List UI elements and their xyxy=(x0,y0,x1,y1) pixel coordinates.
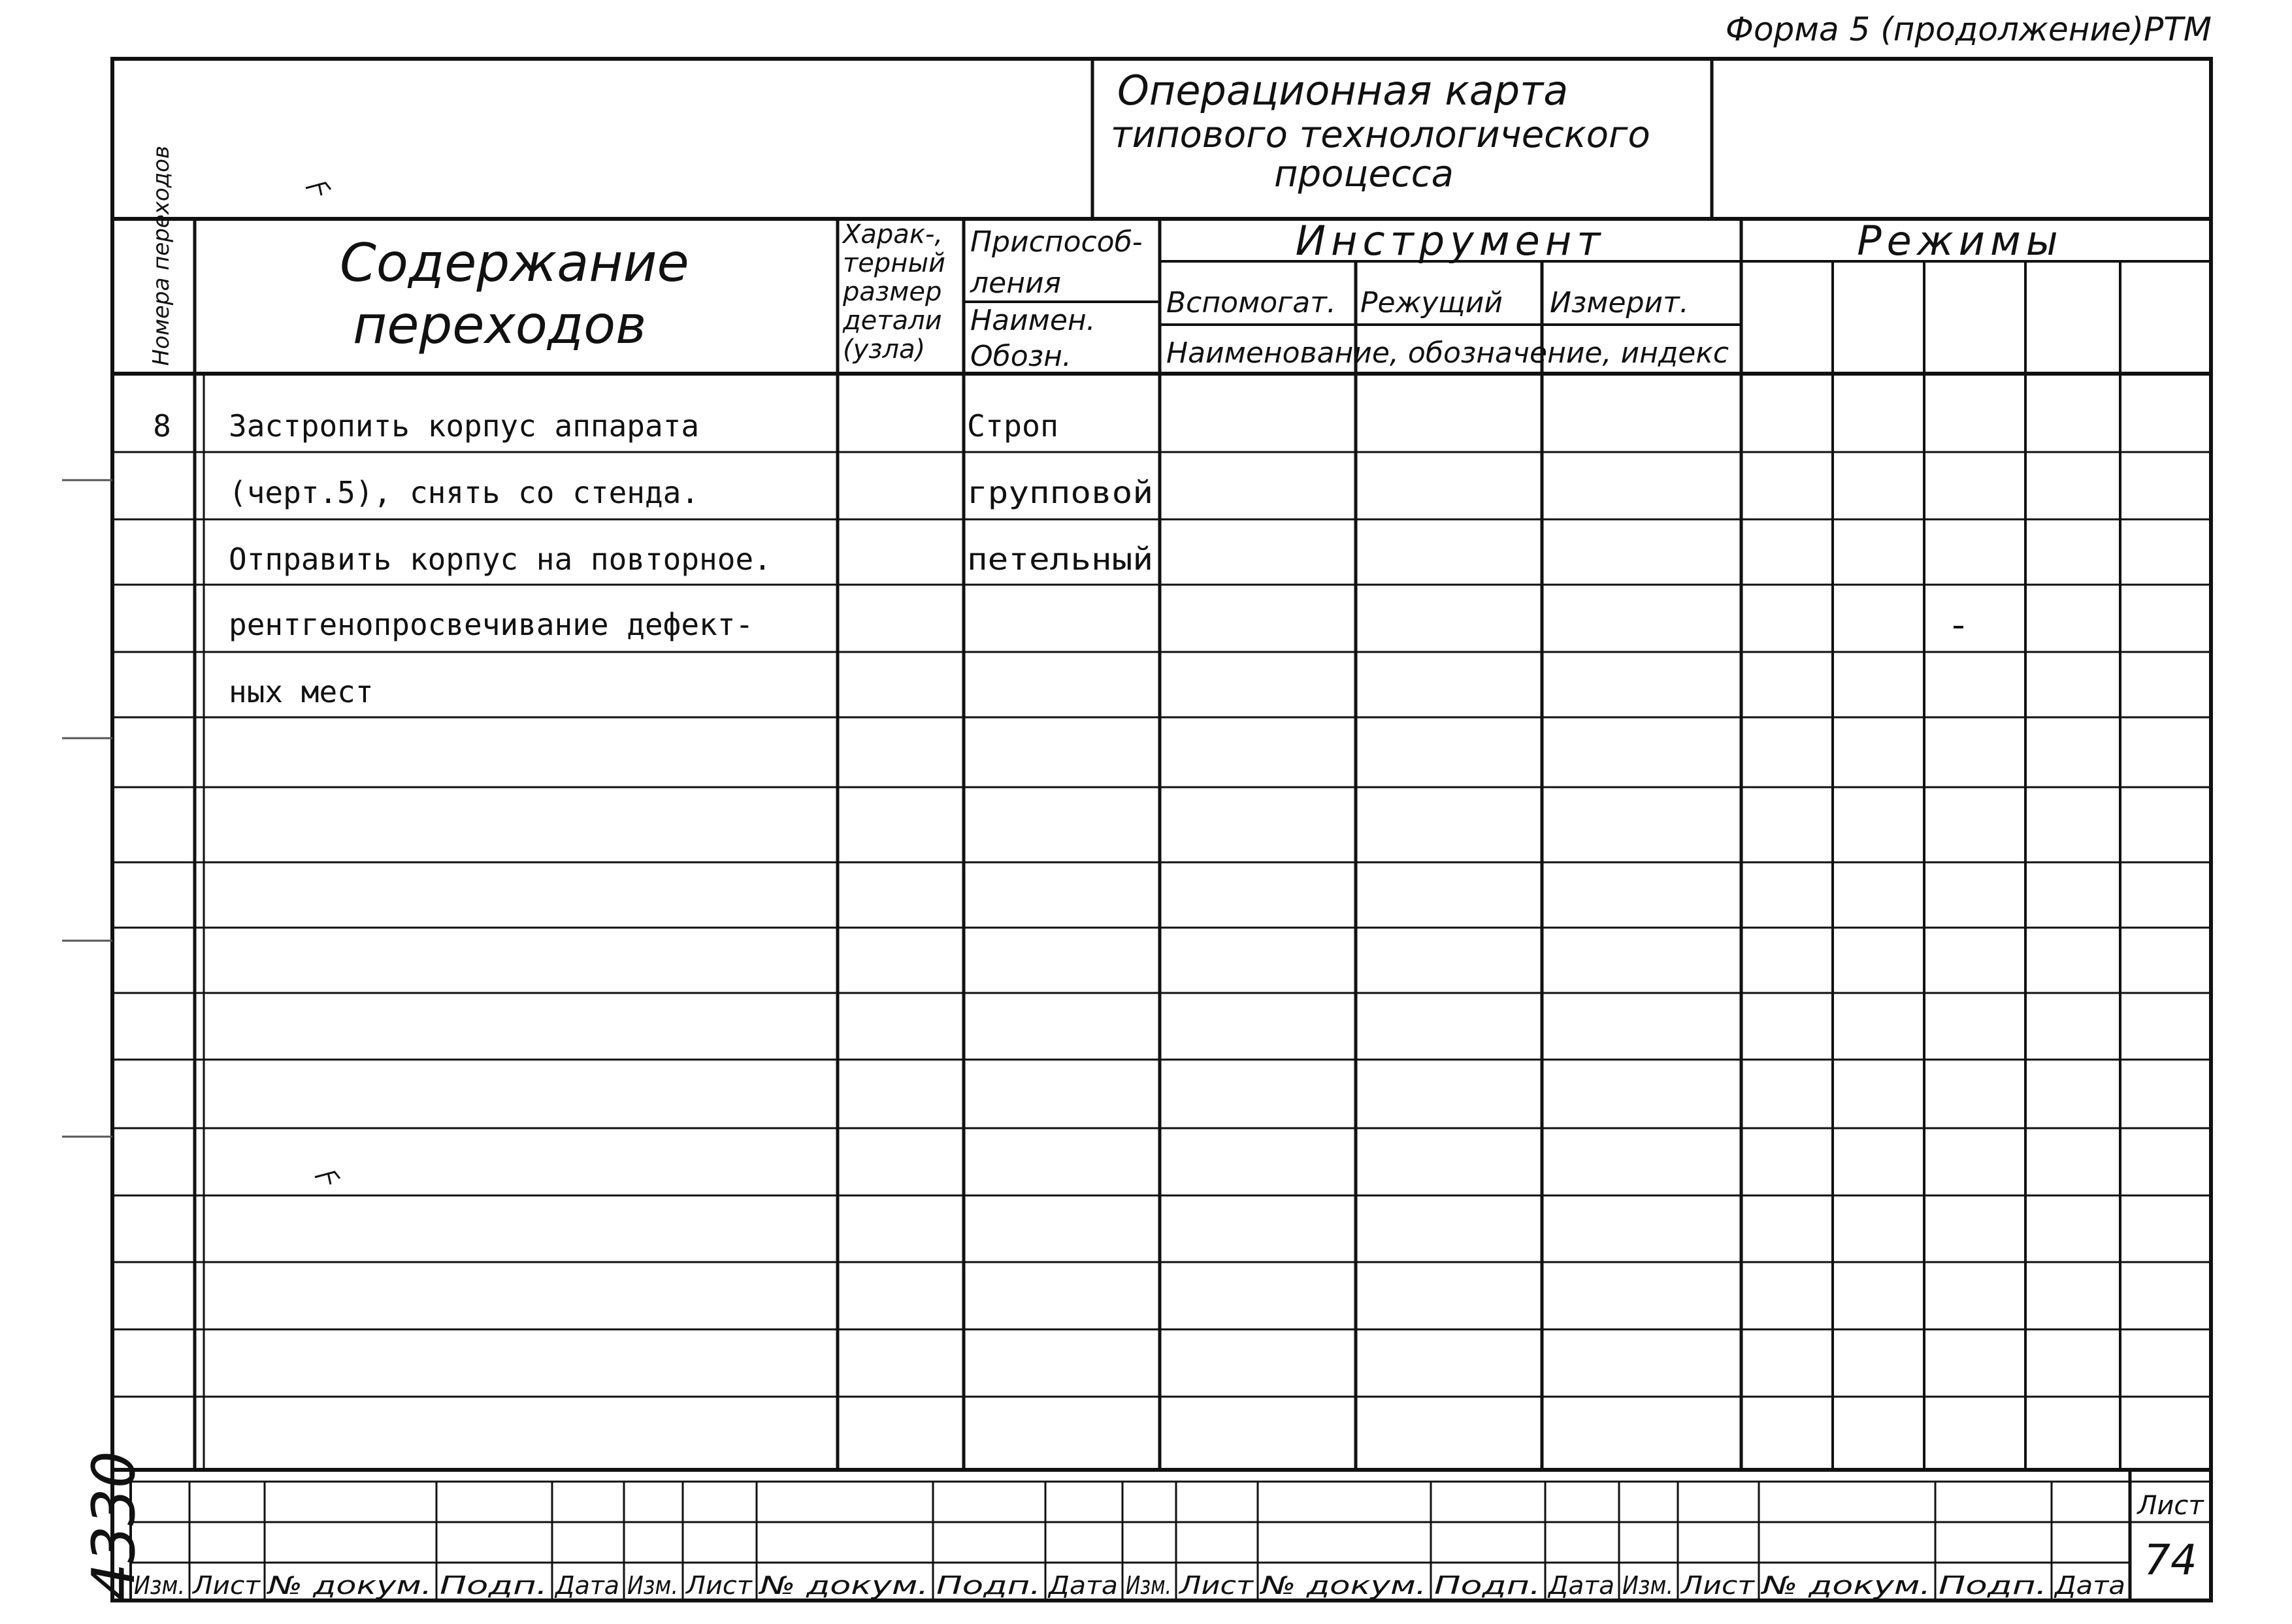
tool-measuring-header: Измерит. xyxy=(1550,286,1689,319)
row-content: ных мест xyxy=(229,674,374,709)
stray-mark xyxy=(315,1172,340,1184)
operations-table-body xyxy=(153,408,1153,709)
revision-label: Изм. xyxy=(1126,1571,1171,1600)
modes-header: Режимы xyxy=(1857,217,2063,265)
revision-label: Изм. xyxy=(134,1571,185,1600)
revision-label: Изм. xyxy=(1622,1571,1673,1600)
row-fixture: петельный xyxy=(967,542,1153,577)
revision-label: Лист xyxy=(684,1571,753,1600)
stray-mark xyxy=(306,183,331,195)
revision-label: Лист xyxy=(1679,1571,1756,1600)
row-content: Застропить корпус аппарата xyxy=(229,408,700,444)
revision-label: № докум. xyxy=(1259,1571,1426,1600)
revision-label: Изм. xyxy=(627,1571,678,1600)
tool-caption: Наименование, обозначение, индекс xyxy=(1166,336,1729,370)
revision-label: Дата xyxy=(1547,1571,1614,1600)
revision-label: Подп. xyxy=(440,1571,548,1600)
revision-label: Подп. xyxy=(1939,1571,2047,1600)
tool-auxiliary-header: Вспомогат. xyxy=(1166,286,1336,319)
fixtures-header-line-2: ления xyxy=(970,267,1062,300)
fixtures-code-label: Обозн. xyxy=(970,340,1072,373)
revision-label: Лист xyxy=(191,1571,261,1600)
size-header-line: Харак-, xyxy=(843,219,943,250)
column-content-header xyxy=(340,233,689,355)
row-content: рентгенопросвечивание дефект- xyxy=(229,607,754,642)
row-fixture: групповой xyxy=(967,475,1153,510)
revision-label: № докум. xyxy=(1760,1571,1931,1600)
row-fixture: Строп xyxy=(967,408,1058,444)
row-content: (черт.5), снять со стенда. xyxy=(229,475,700,510)
column-number-header: Номера переходов xyxy=(148,145,174,366)
margin-number: 4330 xyxy=(80,1450,148,1600)
revision-label: Лист xyxy=(1177,1571,1255,1600)
tool-cutting-header: Режущий xyxy=(1360,286,1503,319)
fixtures-header-line-1: Приспособ- xyxy=(970,225,1143,259)
title-line-3: процесса xyxy=(1274,153,1454,195)
card-title xyxy=(1111,67,1650,195)
revision-label: № докум. xyxy=(266,1571,432,1600)
column-fixtures-header xyxy=(970,225,1143,373)
form-label: Форма 5 (продолжение)РТМ xyxy=(1725,10,2212,48)
size-header-line: детали xyxy=(843,306,942,336)
revision-label: Дата xyxy=(554,1571,619,1600)
row-content: Отправить корпус на повторное. xyxy=(229,542,772,577)
size-header-line: терный xyxy=(843,248,946,278)
content-header-line-2: переходов xyxy=(353,295,647,355)
revision-label: Подп. xyxy=(936,1571,1041,1600)
revision-label: № докум. xyxy=(758,1571,928,1600)
size-header-line: размер xyxy=(843,277,942,307)
title-line-1: Операционная карта xyxy=(1117,67,1569,114)
fixtures-name-label: Наимен. xyxy=(970,304,1096,337)
revision-label: Дата xyxy=(1047,1571,1118,1600)
sheet-number: 74 xyxy=(2144,1536,2197,1585)
revision-label: Подп. xyxy=(1434,1571,1541,1600)
size-header-line: (узла) xyxy=(843,334,926,365)
content-header-line-1: Содержание xyxy=(340,233,689,293)
column-size-header xyxy=(842,219,945,365)
sheet-label: Лист xyxy=(2137,1491,2204,1521)
revision-block xyxy=(134,1571,2125,1600)
title-line-2: типового технологического xyxy=(1111,114,1650,156)
row-number: 8 xyxy=(153,408,171,444)
tool-header: Инструмент xyxy=(1295,217,1606,265)
revision-label: Дата xyxy=(2053,1571,2125,1600)
binding-marks xyxy=(62,480,112,1137)
